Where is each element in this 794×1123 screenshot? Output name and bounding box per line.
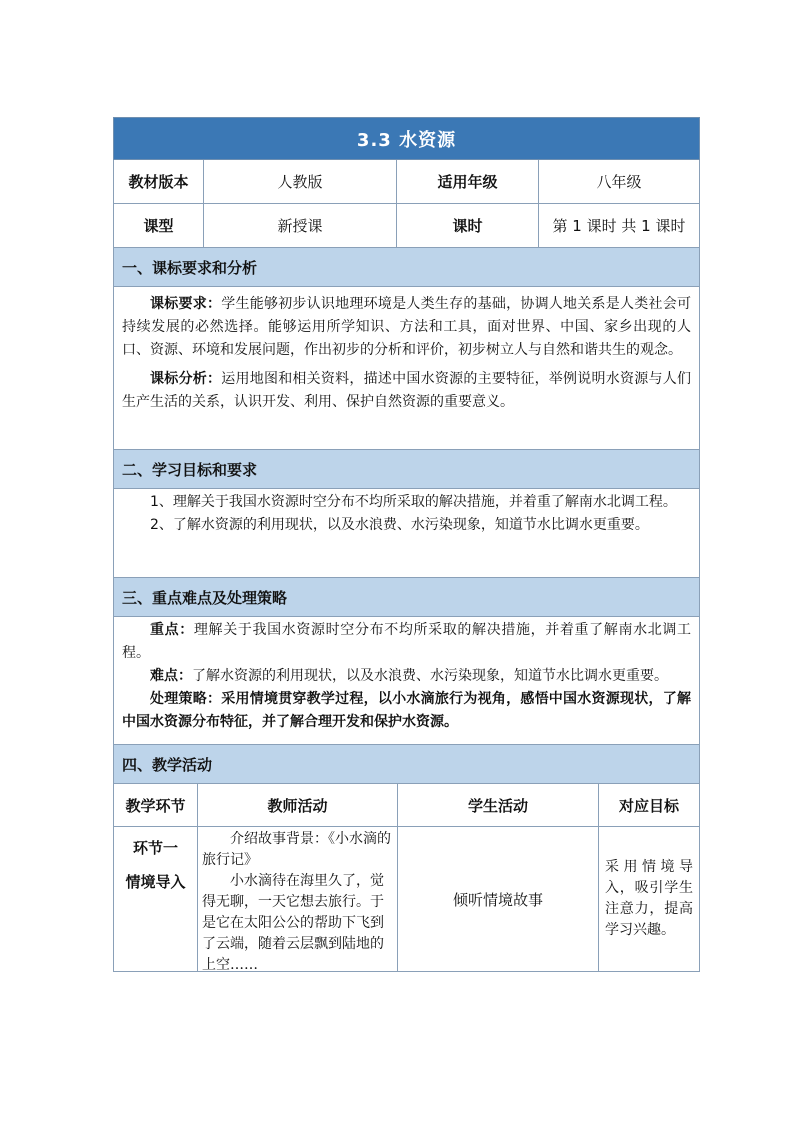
ana-text: 运用地图和相关资料，描述中国水资源的主要特征，举例说明水资源与人们生产生活的关系，认识开发、利用、保护自然资源的重要意义。 (122, 371, 692, 410)
type-label: 课型 (114, 204, 204, 247)
section2-body (113, 489, 700, 578)
standard-requirement (122, 293, 691, 362)
stage-cell: 环节一 情境导入 (114, 827, 198, 971)
info-row-1 (113, 160, 700, 204)
title-bar (113, 117, 700, 160)
ana-label: 课标分析： (150, 371, 222, 387)
lesson-plan-table (113, 117, 700, 972)
info-row-2 (113, 204, 700, 248)
period-value: 第 1 课时 共 1 课时 (552, 217, 686, 235)
student-activity: 倾听情境故事 (398, 827, 599, 971)
col-goal: 对应目标 (618, 796, 679, 815)
difficult-point: 难点：了解水资源的利用现状，以及水浪费、水污染现象，知道节水比调水更重要。 (150, 668, 668, 684)
section3-body (113, 617, 700, 745)
section1-heading: 一、课标要求和分析 (113, 248, 700, 287)
section4-heading: 四、教学活动 (113, 745, 700, 784)
edition-label: 教材版本 (114, 160, 204, 203)
col-stage: 教学环节 (114, 784, 198, 826)
activity-header-row (113, 784, 700, 827)
edition-value: 人教版 (204, 160, 397, 203)
type-value: 新授课 (204, 204, 397, 247)
page-title: 3.3 水资源 (356, 129, 457, 151)
grade-value: 八年级 (596, 173, 642, 191)
objective-2: 2、了解水资源的利用现状，以及水浪费、水污染现象，知道节水比调水更重要。 (150, 517, 649, 533)
req-label: 课标要求： (150, 296, 222, 312)
req-text: 学生能够初步认识地理环境是人类生存的基础，协调人地关系是人类社会可持续发展的必然选择。能够运用所学知识、方法和工具，面对世界、中国、家乡出现的人口、资源、环境和发展问题，作出初步的分析和评价，初步树立人与自然和谐共生的观念。 (122, 296, 692, 358)
standard-analysis (122, 368, 691, 414)
objective-1: 1、理解关于我国水资源时空分布不均所采取的解决措施，并着重了解南水北调工程。 (150, 494, 677, 510)
section1-body (113, 287, 700, 450)
col-student: 学生活动 (398, 784, 599, 826)
section3-heading: 三、重点难点及处理策略 (113, 578, 700, 617)
grade-label: 适用年级 (397, 160, 539, 203)
col-teacher: 教师活动 (198, 784, 398, 826)
activity-row-1 (113, 827, 700, 972)
period-label: 课时 (397, 204, 539, 247)
strategy: 处理策略：采用情境贯穿教学过程，以小水滴旅行为视角，感悟中国水资源现状，了解中国水资源分布特征，并了解合理开发和保护水资源。 (122, 691, 692, 730)
section2-heading: 二、学习目标和要求 (113, 450, 700, 489)
teacher-activity: 介绍故事背景：《小水滴的旅行记》 小水滴待在海里久了，觉得无聊，一天它想去旅行。于是它在太阳公公的帮助下飞到了云端，随着云层飘到陆地的上空…… (198, 827, 398, 971)
key-point: 重点：理解关于我国水资源时空分布不均所采取的解决措施，并着重了解南水北调工程。 (122, 622, 692, 661)
goal-cell: 采用情境导入，吸引学生注意力，提高学习兴趣。 (605, 859, 693, 938)
